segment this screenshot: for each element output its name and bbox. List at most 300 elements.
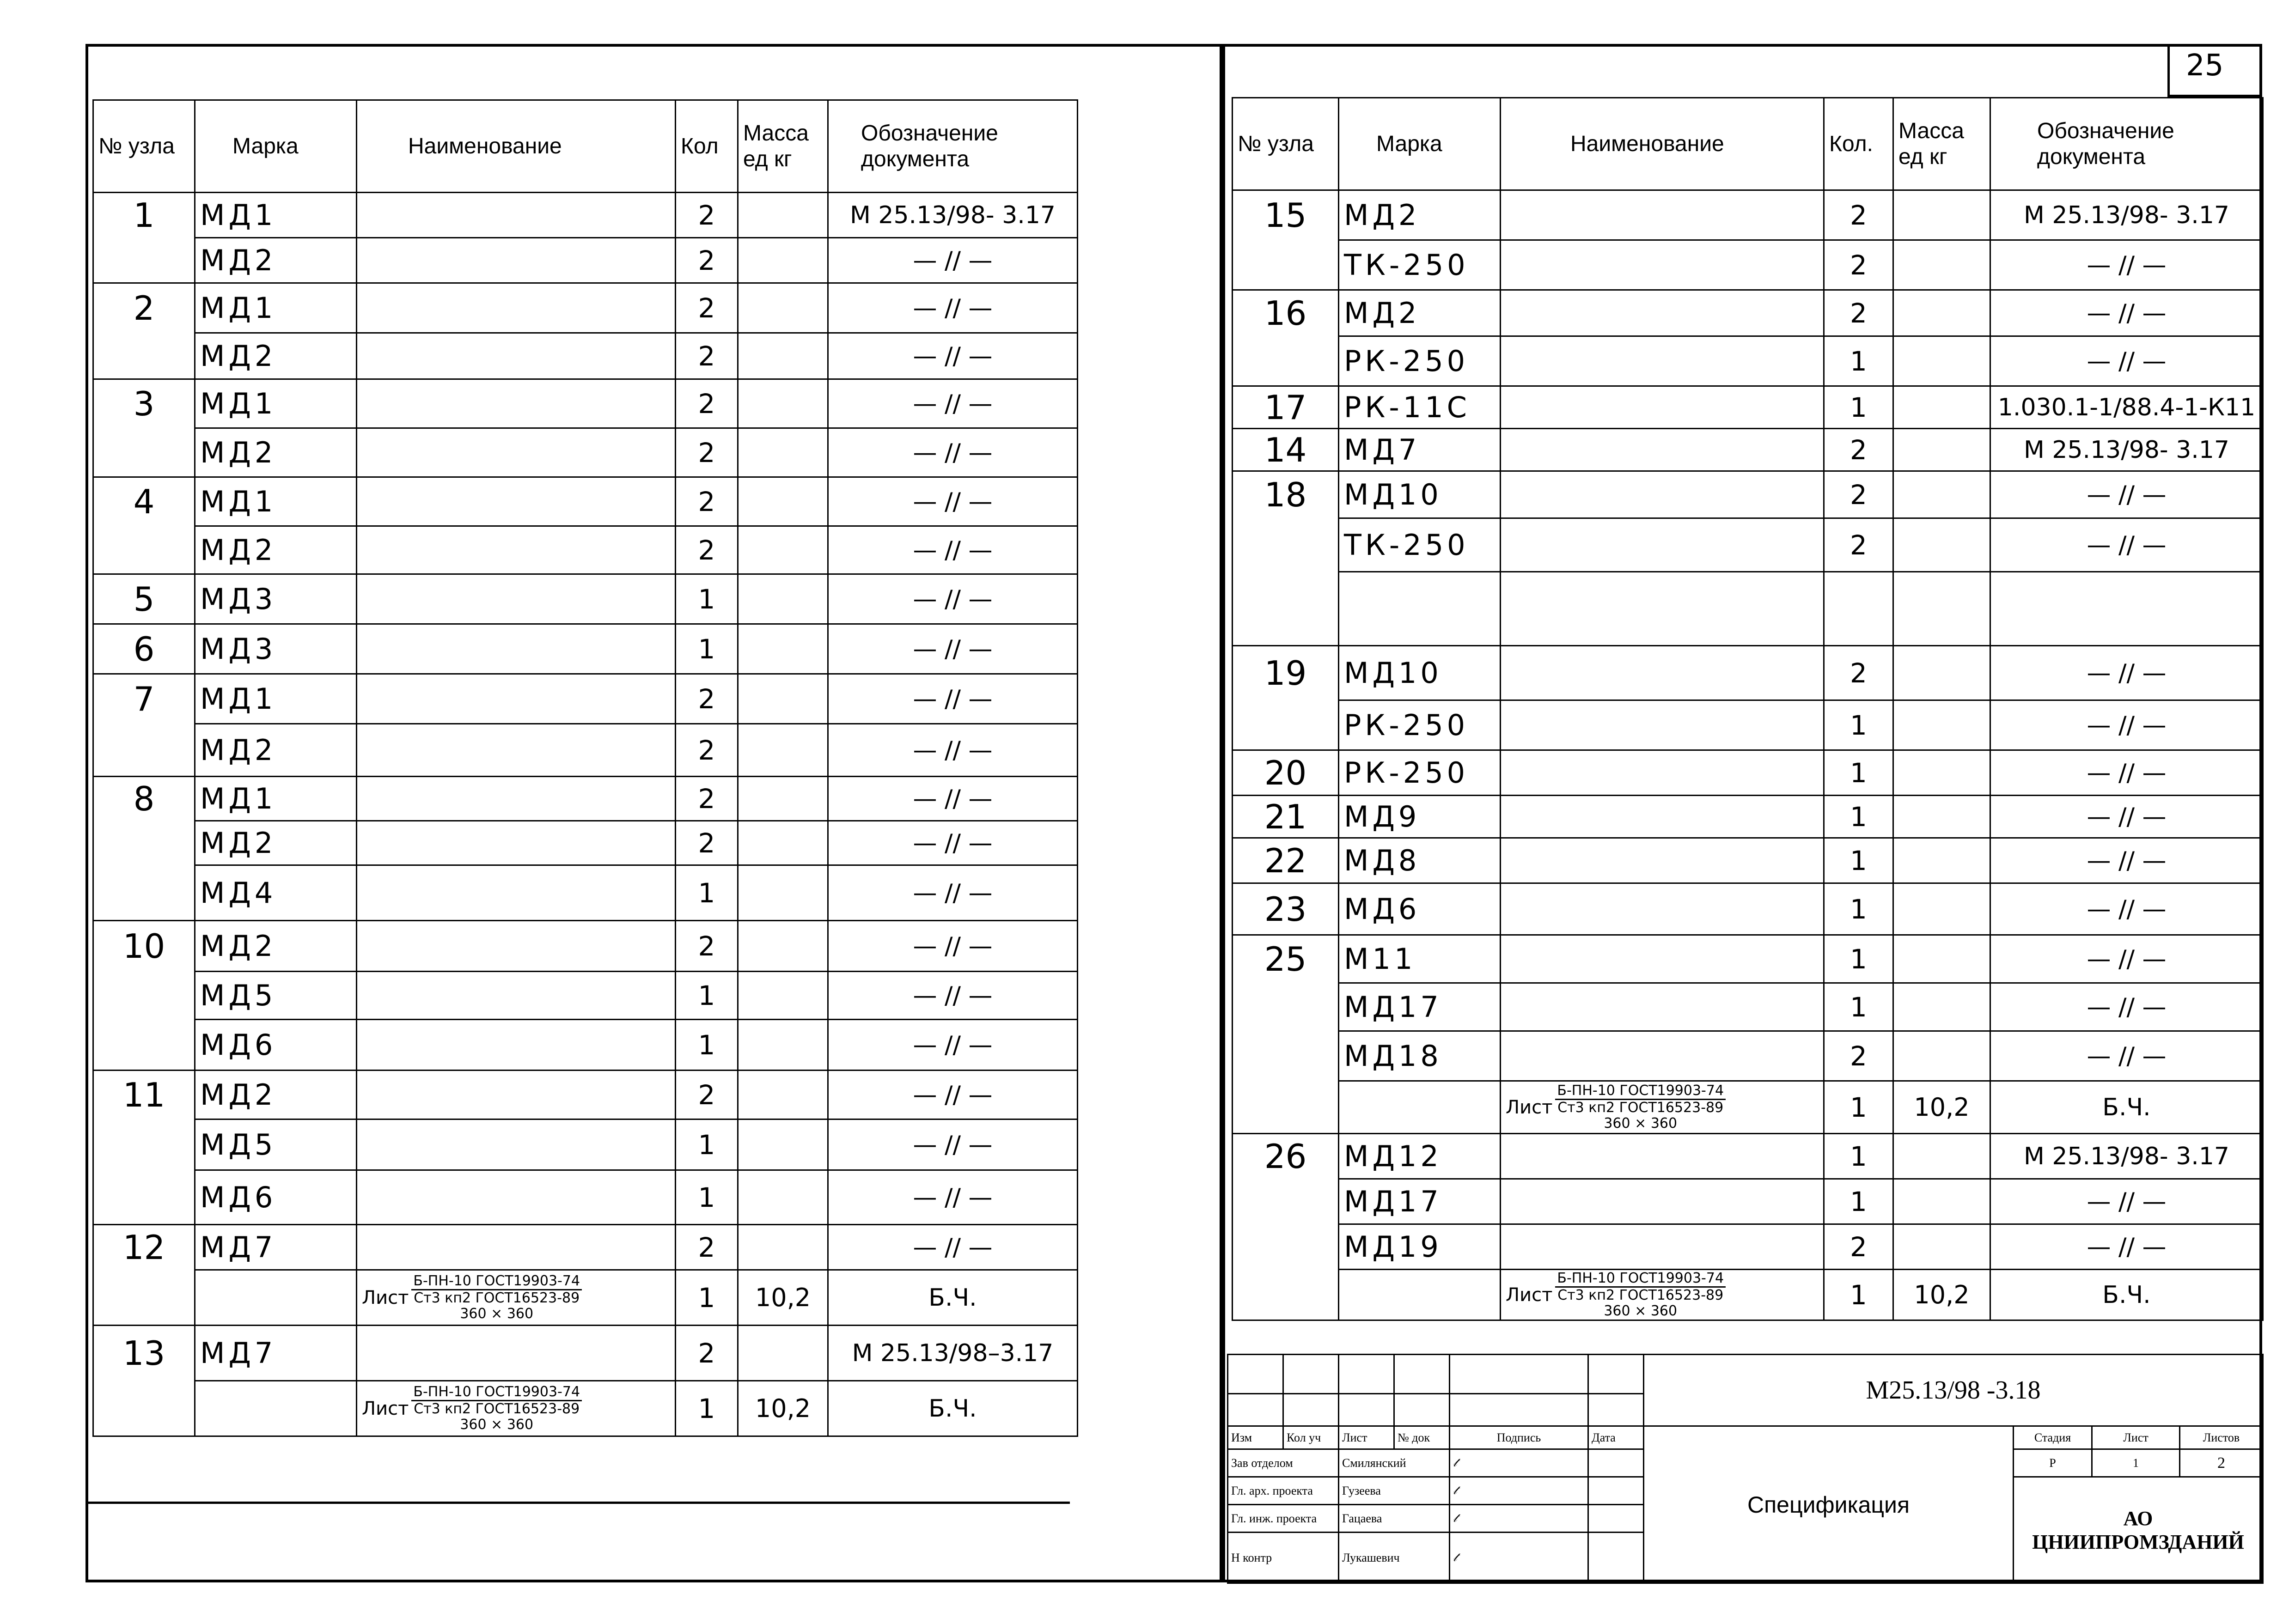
mass-cell bbox=[1893, 750, 1990, 796]
qty-cell: 1 bbox=[1824, 838, 1893, 883]
qty-cell: 1 bbox=[676, 1119, 738, 1170]
node-number bbox=[1233, 336, 1339, 386]
doc-cell: — // — bbox=[828, 1225, 1078, 1270]
node-number bbox=[93, 1119, 195, 1170]
doc-cell: — // — bbox=[1990, 983, 2263, 1031]
mass-cell: 10,2 bbox=[1893, 1081, 1990, 1134]
mass-cell bbox=[738, 238, 828, 283]
doc-cell: Б.Ч. bbox=[828, 1270, 1078, 1326]
doc-cell: — // — bbox=[828, 865, 1078, 921]
table-row bbox=[1233, 935, 2263, 983]
table-row bbox=[93, 379, 1078, 428]
node-number bbox=[93, 238, 195, 283]
doc-cell: — // — bbox=[828, 379, 1078, 428]
mark-cell: МД2 bbox=[1339, 290, 1501, 336]
plate-spec-size: 360 × 360 bbox=[460, 1417, 534, 1433]
name-cell bbox=[357, 724, 676, 777]
table-row bbox=[1233, 646, 2263, 700]
mass-cell bbox=[1893, 838, 1990, 883]
table-row bbox=[1233, 983, 2263, 1031]
name-cell bbox=[357, 1326, 676, 1381]
node-number: 1 bbox=[93, 193, 195, 238]
table-row bbox=[93, 921, 1078, 972]
table-row bbox=[1233, 190, 2263, 240]
header-name: Наименование bbox=[1501, 98, 1824, 190]
table-row bbox=[93, 477, 1078, 526]
doc-cell: — // — bbox=[1990, 646, 2263, 700]
mark-cell: МД2 bbox=[195, 238, 357, 283]
qty-cell: 1 bbox=[1824, 796, 1893, 838]
node-number bbox=[93, 1170, 195, 1225]
mark-cell: МД18 bbox=[1339, 1031, 1501, 1081]
org-block bbox=[2014, 1477, 2263, 1583]
header-node: № узла bbox=[1233, 98, 1339, 190]
node-number: 14 bbox=[1233, 429, 1339, 471]
sheets-label: Листов bbox=[2180, 1426, 2263, 1449]
table-row bbox=[93, 1270, 1078, 1326]
name-cell bbox=[1501, 471, 1824, 518]
doc-cell: — // — bbox=[828, 724, 1078, 777]
name-cell bbox=[1501, 983, 1824, 1031]
doc-cell: — // — bbox=[828, 526, 1078, 574]
name-lukashevich: Лукашевич bbox=[1339, 1533, 1450, 1583]
table-row bbox=[1233, 1134, 2263, 1179]
doc-cell: — // — bbox=[828, 283, 1078, 333]
doc-cell: — // — bbox=[828, 238, 1078, 283]
node-number bbox=[93, 972, 195, 1020]
plate-spec-bottom: Ст3 кп2 ГОСТ16523-89 bbox=[414, 1290, 580, 1306]
doc-cell: Б.Ч. bbox=[1990, 1270, 2263, 1320]
name-cell bbox=[357, 624, 676, 674]
doc-cell: — // — bbox=[1990, 518, 2263, 572]
mass-cell bbox=[1893, 1224, 1990, 1270]
doc-cell: М 25.13/98–3.17 bbox=[828, 1326, 1078, 1381]
name-cell bbox=[1501, 429, 1824, 471]
plate-spec-size: 360 × 360 bbox=[1604, 1303, 1678, 1319]
node-number bbox=[1233, 240, 1339, 290]
name-cell bbox=[1501, 796, 1824, 838]
sheet-prefix: Лист bbox=[362, 1398, 409, 1419]
doc-cell: — // — bbox=[1990, 1031, 2263, 1081]
mass-cell bbox=[738, 821, 828, 865]
qty-cell: 2 bbox=[676, 379, 738, 428]
qty-cell: 2 bbox=[676, 921, 738, 972]
signature-4: 𝓉 bbox=[1450, 1533, 1588, 1583]
doc-cell: — // — bbox=[828, 574, 1078, 624]
doc-cell: — // — bbox=[828, 777, 1078, 821]
mass-cell bbox=[738, 574, 828, 624]
sheets-value: 2 bbox=[2180, 1449, 2263, 1477]
name-cell bbox=[357, 1381, 676, 1436]
node-number: 11 bbox=[93, 1071, 195, 1119]
doc-cell: — // — bbox=[828, 1170, 1078, 1225]
mass-cell bbox=[1893, 471, 1990, 518]
qty-cell: 1 bbox=[1824, 700, 1893, 750]
qty-cell: 1 bbox=[1824, 1081, 1893, 1134]
stage-value: Р bbox=[2014, 1449, 2092, 1477]
doc-cell: — // — bbox=[1990, 290, 2263, 336]
qty-cell: 2 bbox=[676, 821, 738, 865]
doc-cell: 1.030.1-1/88.4-1-К11 bbox=[1990, 386, 2263, 429]
doc-cell: — // — bbox=[828, 624, 1078, 674]
name-cell bbox=[357, 333, 676, 379]
table-row bbox=[93, 865, 1078, 921]
mark-cell: МД3 bbox=[195, 574, 357, 624]
doc-cell bbox=[1990, 572, 2263, 646]
header-doc: Обозначение документа bbox=[828, 100, 1078, 193]
node-number: 5 bbox=[93, 574, 195, 624]
header-mark: Марка bbox=[195, 100, 357, 193]
name-cell bbox=[1501, 1179, 1824, 1224]
header-mark: Марка bbox=[1339, 98, 1501, 190]
table-row bbox=[1233, 471, 2263, 518]
name-cell bbox=[1501, 838, 1824, 883]
node-number bbox=[1233, 1179, 1339, 1224]
table-row bbox=[1233, 838, 2263, 883]
qty-cell: 1 bbox=[1824, 983, 1893, 1031]
plate-spec bbox=[411, 1273, 582, 1322]
mass-cell bbox=[1893, 190, 1990, 240]
plate-spec-bottom: Ст3 кп2 ГОСТ16523-89 bbox=[1557, 1287, 1724, 1303]
plate-spec bbox=[411, 1384, 582, 1433]
table-row bbox=[1233, 883, 2263, 935]
name-cell bbox=[357, 921, 676, 972]
mass-cell bbox=[738, 1326, 828, 1381]
table-row bbox=[93, 972, 1078, 1020]
doc-cell: — // — bbox=[1990, 935, 2263, 983]
name-cell bbox=[357, 1119, 676, 1170]
mass-cell bbox=[738, 1225, 828, 1270]
qty-cell: 2 bbox=[676, 1225, 738, 1270]
qty-cell: 1 bbox=[676, 1020, 738, 1071]
doc-cell: — // — bbox=[1990, 883, 2263, 935]
name-cell bbox=[357, 674, 676, 724]
mark-cell: ТК-250 bbox=[1339, 518, 1501, 572]
mark-cell: МД2 bbox=[195, 428, 357, 477]
qty-cell: 2 bbox=[1824, 190, 1893, 240]
signature-3: 𝓉 bbox=[1450, 1505, 1588, 1533]
node-number bbox=[1233, 1270, 1339, 1320]
table-row bbox=[93, 674, 1078, 724]
name-gatsaeva: Гацаева bbox=[1339, 1505, 1450, 1533]
name-cell bbox=[357, 193, 676, 238]
node-number bbox=[1233, 518, 1339, 572]
node-number bbox=[1233, 1031, 1339, 1081]
table-row bbox=[93, 574, 1078, 624]
mass-cell bbox=[1893, 935, 1990, 983]
name-cell bbox=[357, 238, 676, 283]
name-cell bbox=[357, 428, 676, 477]
role-gl-inzh: Гл. инж. проекта bbox=[1228, 1505, 1339, 1533]
doc-cell: М 25.13/98- 3.17 bbox=[1990, 1134, 2263, 1179]
qty-cell: 1 bbox=[676, 574, 738, 624]
node-number bbox=[93, 1020, 195, 1071]
header-qty: Кол bbox=[676, 100, 738, 193]
name-cell bbox=[1501, 750, 1824, 796]
col-podp: Подпись bbox=[1450, 1426, 1588, 1449]
mass-cell bbox=[1893, 796, 1990, 838]
mass-cell bbox=[738, 972, 828, 1020]
mass-cell bbox=[1893, 572, 1990, 646]
name-cell bbox=[1501, 1224, 1824, 1270]
mark-cell: М11 bbox=[1339, 935, 1501, 983]
node-number: 15 bbox=[1233, 190, 1339, 240]
table-row bbox=[93, 1170, 1078, 1225]
signature-2: 𝓉 bbox=[1450, 1477, 1588, 1505]
mass-cell bbox=[738, 1020, 828, 1071]
col-data: Дата bbox=[1588, 1426, 1644, 1449]
mark-cell: МД8 bbox=[1339, 838, 1501, 883]
sheet-label: Лист bbox=[2092, 1426, 2180, 1449]
qty-cell: 2 bbox=[676, 333, 738, 379]
title-block bbox=[1227, 1354, 2264, 1584]
name-guzeeva: Гузеева bbox=[1339, 1477, 1450, 1505]
qty-cell: 1 bbox=[1824, 1270, 1893, 1320]
org-line-2: ЦНИИПРОМЗДАНИЙ bbox=[2032, 1530, 2244, 1553]
qty-cell: 1 bbox=[1824, 750, 1893, 796]
qty-cell: 2 bbox=[1824, 1224, 1893, 1270]
plate-spec-size: 360 × 360 bbox=[1604, 1115, 1678, 1131]
node-number bbox=[93, 821, 195, 865]
mark-cell: МД17 bbox=[1339, 983, 1501, 1031]
mark-cell: МД5 bbox=[195, 1119, 357, 1170]
table-row bbox=[1233, 1179, 2263, 1224]
doc-title: Спецификация bbox=[1644, 1426, 2014, 1583]
doc-cell: — // — bbox=[828, 972, 1078, 1020]
mark-cell: МД12 bbox=[1339, 1134, 1501, 1179]
node-number: 13 bbox=[93, 1326, 195, 1381]
doc-cell: — // — bbox=[1990, 796, 2263, 838]
doc-cell: М 25.13/98- 3.17 bbox=[828, 193, 1078, 238]
mark-cell: МД10 bbox=[1339, 471, 1501, 518]
name-cell bbox=[357, 379, 676, 428]
node-number bbox=[1233, 572, 1339, 646]
mass-cell bbox=[738, 526, 828, 574]
mark-cell: МД2 bbox=[195, 921, 357, 972]
plate-spec-bottom: Ст3 кп2 ГОСТ16523-89 bbox=[414, 1401, 580, 1417]
header-mass: Масса ед кг bbox=[738, 100, 828, 193]
qty-cell: 1 bbox=[1824, 336, 1893, 386]
mass-cell bbox=[1893, 290, 1990, 336]
qty-cell: 1 bbox=[1824, 883, 1893, 935]
table-row bbox=[1233, 429, 2263, 471]
qty-cell: 2 bbox=[1824, 290, 1893, 336]
header-node: № узла bbox=[93, 100, 195, 193]
node-number bbox=[1233, 1081, 1339, 1134]
mass-cell bbox=[738, 1119, 828, 1170]
mark-cell: МД1 bbox=[195, 477, 357, 526]
mass-cell bbox=[1893, 883, 1990, 935]
name-cell bbox=[1501, 646, 1824, 700]
qty-cell: 1 bbox=[676, 1381, 738, 1436]
node-number: 18 bbox=[1233, 471, 1339, 518]
doc-cell: — // — bbox=[1990, 471, 2263, 518]
name-cell bbox=[1501, 1270, 1824, 1320]
page-number: 25 bbox=[2186, 49, 2224, 83]
node-number: 23 bbox=[1233, 883, 1339, 935]
node-number: 20 bbox=[1233, 750, 1339, 796]
plate-spec-bottom: Ст3 кп2 ГОСТ16523-89 bbox=[1557, 1100, 1724, 1116]
name-cell bbox=[357, 477, 676, 526]
node-number: 10 bbox=[93, 921, 195, 972]
col-list: Лист bbox=[1339, 1426, 1394, 1449]
qty-cell: 1 bbox=[1824, 1179, 1893, 1224]
doc-cell: — // — bbox=[828, 1020, 1078, 1071]
mass-cell bbox=[738, 428, 828, 477]
node-number bbox=[93, 428, 195, 477]
mark-cell: МД9 bbox=[1339, 796, 1501, 838]
plate-spec-top: Б-ПН-10 ГОСТ19903-74 bbox=[411, 1273, 582, 1290]
name-cell bbox=[1501, 700, 1824, 750]
role-zav-otdelom: Зав отделом bbox=[1228, 1449, 1339, 1477]
qty-cell: 2 bbox=[676, 238, 738, 283]
header-qty: Кол. bbox=[1824, 98, 1893, 190]
name-cell bbox=[1501, 1031, 1824, 1081]
node-number: 21 bbox=[1233, 796, 1339, 838]
role-gl-arh: Гл. арх. проекта bbox=[1228, 1477, 1339, 1505]
role-n-kontr: Н контр bbox=[1228, 1533, 1339, 1583]
name-cell bbox=[1501, 883, 1824, 935]
qty-cell: 2 bbox=[676, 777, 738, 821]
name-cell bbox=[1501, 240, 1824, 290]
node-number bbox=[93, 333, 195, 379]
mass-cell bbox=[1893, 700, 1990, 750]
doc-cell: Б.Ч. bbox=[828, 1381, 1078, 1436]
name-cell bbox=[1501, 935, 1824, 983]
node-number bbox=[93, 865, 195, 921]
mark-cell bbox=[1339, 1270, 1501, 1320]
table-row bbox=[1233, 750, 2263, 796]
mass-cell bbox=[738, 921, 828, 972]
plate-spec bbox=[1555, 1271, 1726, 1319]
table-row bbox=[1233, 1270, 2263, 1320]
sheet-value: 1 bbox=[2092, 1449, 2180, 1477]
mark-cell: МД2 bbox=[195, 821, 357, 865]
qty-cell: 1 bbox=[676, 1270, 738, 1326]
mark-cell: МД2 bbox=[195, 526, 357, 574]
qty-cell: 1 bbox=[676, 972, 738, 1020]
name-cell bbox=[357, 865, 676, 921]
node-number bbox=[1233, 983, 1339, 1031]
table-row bbox=[93, 428, 1078, 477]
mass-cell bbox=[1893, 518, 1990, 572]
node-number: 3 bbox=[93, 379, 195, 428]
col-izm: Изм bbox=[1228, 1426, 1283, 1449]
mark-cell: МД6 bbox=[195, 1020, 357, 1071]
mark-cell: МД7 bbox=[195, 1326, 357, 1381]
mass-cell bbox=[1893, 429, 1990, 471]
qty-cell: 1 bbox=[676, 1170, 738, 1225]
table-row bbox=[1233, 518, 2263, 572]
mark-cell: МД2 bbox=[195, 724, 357, 777]
mark-cell: МД4 bbox=[195, 865, 357, 921]
table-row bbox=[93, 526, 1078, 574]
mass-cell bbox=[738, 674, 828, 724]
name-cell bbox=[357, 1170, 676, 1225]
qty-cell: 2 bbox=[1824, 1031, 1893, 1081]
mark-cell: МД3 bbox=[195, 624, 357, 674]
mark-cell: МД2 bbox=[195, 333, 357, 379]
qty-cell: 1 bbox=[1824, 1134, 1893, 1179]
qty-cell: 2 bbox=[1824, 646, 1893, 700]
mass-cell: 10,2 bbox=[738, 1270, 828, 1326]
mark-cell: МД1 bbox=[195, 193, 357, 238]
name-cell bbox=[357, 821, 676, 865]
node-number: 26 bbox=[1233, 1134, 1339, 1179]
mass-cell bbox=[738, 865, 828, 921]
name-cell bbox=[357, 574, 676, 624]
mass-cell bbox=[1893, 1134, 1990, 1179]
table-row bbox=[1233, 572, 2263, 646]
header-name: Наименование bbox=[357, 100, 676, 193]
mark-cell: МД6 bbox=[1339, 883, 1501, 935]
mass-cell bbox=[738, 1071, 828, 1119]
qty-cell: 2 bbox=[1824, 518, 1893, 572]
qty-cell bbox=[1824, 572, 1893, 646]
name-cell bbox=[357, 526, 676, 574]
name-smilyanskiy: Смилянский bbox=[1339, 1449, 1450, 1477]
name-cell bbox=[357, 972, 676, 1020]
doc-cell: Б.Ч. bbox=[1990, 1081, 2263, 1134]
name-cell bbox=[1501, 336, 1824, 386]
plate-spec-top: Б-ПН-10 ГОСТ19903-74 bbox=[411, 1384, 582, 1401]
doc-cell: М 25.13/98- 3.17 bbox=[1990, 429, 2263, 471]
mass-cell bbox=[1893, 646, 1990, 700]
header-mass: Масса ед кг bbox=[1893, 98, 1990, 190]
name-cell bbox=[357, 1270, 676, 1326]
sheet-prefix: Лист bbox=[362, 1287, 409, 1308]
mass-cell bbox=[1893, 983, 1990, 1031]
mark-cell bbox=[195, 1381, 357, 1436]
mark-cell: МД19 bbox=[1339, 1224, 1501, 1270]
node-number bbox=[93, 724, 195, 777]
node-number: 12 bbox=[93, 1225, 195, 1270]
name-cell bbox=[1501, 290, 1824, 336]
table-row bbox=[1233, 700, 2263, 750]
mark-cell bbox=[1339, 1081, 1501, 1134]
node-number: 17 bbox=[1233, 386, 1339, 429]
qty-cell: 2 bbox=[676, 724, 738, 777]
table-row bbox=[93, 193, 1078, 238]
node-number: 19 bbox=[1233, 646, 1339, 700]
mark-cell bbox=[195, 1270, 357, 1326]
doc-cell: М 25.13/98- 3.17 bbox=[1990, 190, 2263, 240]
mark-cell: МД7 bbox=[195, 1225, 357, 1270]
name-cell bbox=[1501, 572, 1824, 646]
doc-code: М25.13/98 -3.18 bbox=[1644, 1355, 2263, 1426]
mark-cell: МД1 bbox=[195, 777, 357, 821]
mark-cell: РК-250 bbox=[1339, 700, 1501, 750]
node-number bbox=[93, 1381, 195, 1436]
table-row bbox=[1233, 1224, 2263, 1270]
doc-cell: — // — bbox=[1990, 240, 2263, 290]
mass-cell bbox=[738, 777, 828, 821]
sheet-prefix: Лист bbox=[1506, 1096, 1553, 1118]
mass-cell bbox=[1893, 1031, 1990, 1081]
node-number: 25 bbox=[1233, 935, 1339, 983]
qty-cell: 1 bbox=[676, 624, 738, 674]
mark-cell: РК-250 bbox=[1339, 336, 1501, 386]
mark-cell: МД6 bbox=[195, 1170, 357, 1225]
node-number: 4 bbox=[93, 477, 195, 526]
node-number: 22 bbox=[1233, 838, 1339, 883]
name-cell bbox=[357, 1020, 676, 1071]
sheet-prefix: Лист bbox=[1506, 1284, 1553, 1306]
doc-cell: — // — bbox=[828, 674, 1078, 724]
mark-cell: МД17 bbox=[1339, 1179, 1501, 1224]
right-spec-table bbox=[1232, 97, 2264, 1321]
left-bottom-rule bbox=[85, 1502, 1070, 1504]
